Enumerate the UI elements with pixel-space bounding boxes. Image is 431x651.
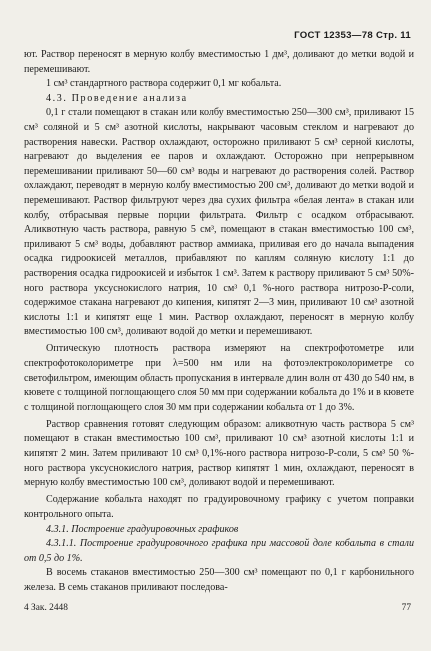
paragraph-eight-beakers: В восемь стаканов вместимостью 250—300 см³ помещают по 0,1 г карбонильного железа. В семь стаканов приливают последова- [24,567,414,593]
paragraph-optical-density: Оптическую плотность раствора измеряют на спектрофотометре или спектрофотоколориметре при λ=500 нм или на фотоэлектроколориметре со светофильтром, имеющим область пропускания в интервале длин волн от 430 до 540 нм, в кювете с толщиной поглощающего слоя 50 мм при содержании кобальта до 1% и в кювете с толщиной поглощающего слоя 30 мм при содержании кобальта от 1 до 3%. [24,343,414,413]
subsection-heading-4-3-1: 4.3.1. Построение градуировочных графиков [46,523,239,535]
paragraph-procedure: 0,1 г стали помещают в стакан или колбу вместимостью 250—300 см³, приливают 15 см³ соляной и 5 см³ азотной кислоты, накрывают часовым стеклом и нагревают до растворения навески. Раствор охлаждают, осторожно приливают 5 см³ серной кислоты, нагревают до выделения ее паров и охлаждают. Осторожно при непрерывном перемешивании приливают 50—60 см³ воды и нагревают до растворения солей. Раствор охлаждают, переводят в мерную колбу вместимостью 200 см³, доливают до метки водой и перемешивают. Раствор фильтруют через два сухих фильтра «белая лента» в стакан или колбу, отбрасывая первые порции фильтрата. Фильтр с осадком отбрасывают. Аликвотную часть раствора, равную 5 см³, помещают в стакан вместимостью 100 см³, приливают 5 см³ воды, добавляют раствор аммиака, приливая его до начала выпадения осадка гидроокисей металлов, прибавляют по каплям соляную кислоту 1:1 до растворения осадка гидроокисей и избыток 1 см³. Затем к раствору приливают 5 см³ 50%-ного раствора уксуснокислого натрия, 10 см³ 0,1 %-ного раствора нитрозо-Р-соли, содержимое стакана нагревают до кипения, кипятят 2—3 мин, приливают 10 см³ азотной кислоты 1:1 и кипятят еще 1 мин. Раствор охлаждают, переносят в мерную колбу вместимостью 100 см³, доливают водой до метки и перемешивают. [24,107,414,338]
footer-order-number: 4 Зак. 2448 [24,603,68,613]
paragraph-continuation: ют. Раствор переносят в мерную колбу вместимостью 1 дм³, доливают до метки водой и перемешивают. [24,49,414,75]
paragraph-cobalt-content: Содержание кобальта находят по градуировочному графику с учетом поправки контрольного опыта. [24,494,414,520]
subsection-heading-4-3-1-1: 4.3.1.1. Построение градуировочного графика при массовой доле кобальта в стали от 0,5 до 1%. [24,538,414,564]
section-heading-4-3: 4.3. Проведение анализа [46,92,188,104]
document-body [24,48,414,595]
paragraph-standard-solution: 1 см³ стандартного раствора содержит 0,1 мг кобальта. [46,78,282,90]
page-header: ГОСТ 12353—78 Стр. 11 [294,30,411,41]
paragraph-reference-solution: Раствор сравнения готовят следующим образом: аликвотную часть раствора 5 см³ помещают в стакан вместимостью 100 см³, приливают 10 см³ азотной кислоты 1:1 и кипятят 2 мин. Затем приливают 10 см³ 0,1%-ного раствора нитрозо-Р-соли, 5 см³ 50 %-ного раствора уксуснокислого натрия, раствор кипятят 1 мин, охлаждают, переносят в мерную колбу вместимостью 100 см³, доливают водой и перемешивают. [24,418,414,489]
page-number: 77 [401,603,411,613]
